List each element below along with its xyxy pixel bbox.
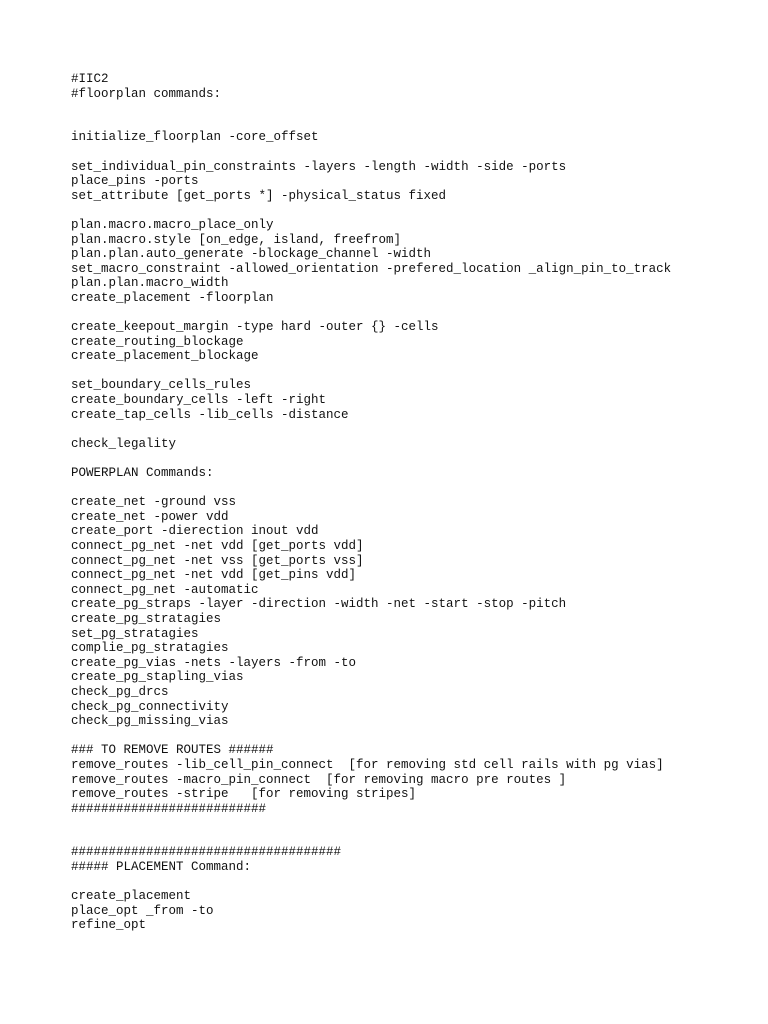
document-line: create_placement_blockage [71, 349, 259, 364]
document-line: remove_routes -macro_pin_connect [for removing macro pre routes ] [71, 772, 567, 787]
document-text [71, 72, 761, 933]
document-line: create_placement [71, 889, 192, 904]
document-line: place_pins -ports [71, 174, 199, 189]
blank-line [71, 422, 761, 437]
blank-line [71, 145, 761, 160]
document-line: create_pg_stratagies [71, 611, 222, 626]
blank-line [71, 306, 761, 321]
document-line: set_macro_constraint -allowed_orientation -prefered_location _align_pin_to_track [71, 261, 672, 276]
document-line: create_pg_vias -nets -layers -from -to [71, 655, 357, 670]
document-line: place_opt _from -to [71, 903, 214, 918]
blank-line [71, 831, 761, 846]
document-line: complie_pg_stratagies [71, 641, 229, 656]
document-line: connect_pg_net -net vdd [get_ports vdd] [71, 539, 364, 553]
document-line: initialize_floorplan -core_offset [71, 130, 319, 145]
document-line: set_attribute [get_ports *] -physical_status fixed [71, 188, 447, 203]
document-line: ### TO REMOVE ROUTES ###### [71, 743, 274, 758]
document-line: plan.macro.macro_place_only [71, 217, 274, 232]
document-line: create_pg_straps -layer -direction -width -net -start -stop -pitch [71, 597, 567, 612]
document-line: remove_routes -lib_cell_pin_connect [for removing std cell rails with pg vias] [71, 757, 664, 772]
document-line: check_pg_connectivity [71, 699, 229, 714]
document-line: connect_pg_net -automatic [71, 582, 259, 597]
document-line: connect_pg_net -net vss [get_ports vss] [71, 553, 364, 568]
document-line: create_port -dierection inout vdd [71, 524, 319, 539]
document-line: connect_pg_net -net vdd [get_pins vdd] [71, 568, 357, 583]
document-line: ##### PLACEMENT Command: [71, 860, 252, 875]
document-line: create_boundary_cells -left -right [71, 393, 327, 408]
document-line: #floorplan commands: [71, 86, 222, 101]
document-line: remove_routes -stripe [for removing stripes] [71, 787, 417, 802]
document-line: create_net -power vdd [71, 509, 229, 524]
document-line: create_net -ground vss [71, 495, 237, 510]
blank-line [71, 451, 761, 466]
document-line: create_tap_cells -lib_cells -distance [71, 407, 349, 422]
blank-line [71, 101, 761, 116]
blank-line [71, 364, 761, 379]
document-line: #################################### [71, 845, 342, 860]
document-line: create_pg_stapling_vias [71, 670, 244, 685]
blank-line [71, 116, 761, 131]
blank-line [71, 481, 761, 496]
blank-line [71, 816, 761, 831]
document-line: create_routing_blockage [71, 334, 244, 349]
blank-line [71, 203, 761, 218]
blank-line [71, 729, 761, 744]
document-line: ########################## [71, 801, 267, 816]
document-line: check_legality [71, 436, 177, 451]
document-line: create_placement -floorplan [71, 290, 274, 305]
document-line: check_pg_missing_vias [71, 714, 229, 729]
document-line: plan.plan.auto_generate -blockage_channel -width [71, 247, 432, 262]
document-line: plan.macro.style [on_edge, island, freefrom] [71, 232, 402, 247]
blank-line [71, 875, 761, 890]
document-line: set_boundary_cells_rules [71, 378, 252, 393]
document-line: POWERPLAN Commands: [71, 466, 214, 481]
document-line: set_individual_pin_constraints -layers -length -width -side -ports [71, 159, 567, 174]
document-line: set_pg_stratagies [71, 626, 199, 641]
document-line: refine_opt [71, 918, 147, 933]
document-line: #IIC2 [71, 72, 109, 86]
document-line: check_pg_drcs [71, 684, 169, 699]
document-line: plan.plan.macro_width [71, 276, 229, 291]
document-line: create_keepout_margin -type hard -outer {} -cells [71, 320, 439, 335]
